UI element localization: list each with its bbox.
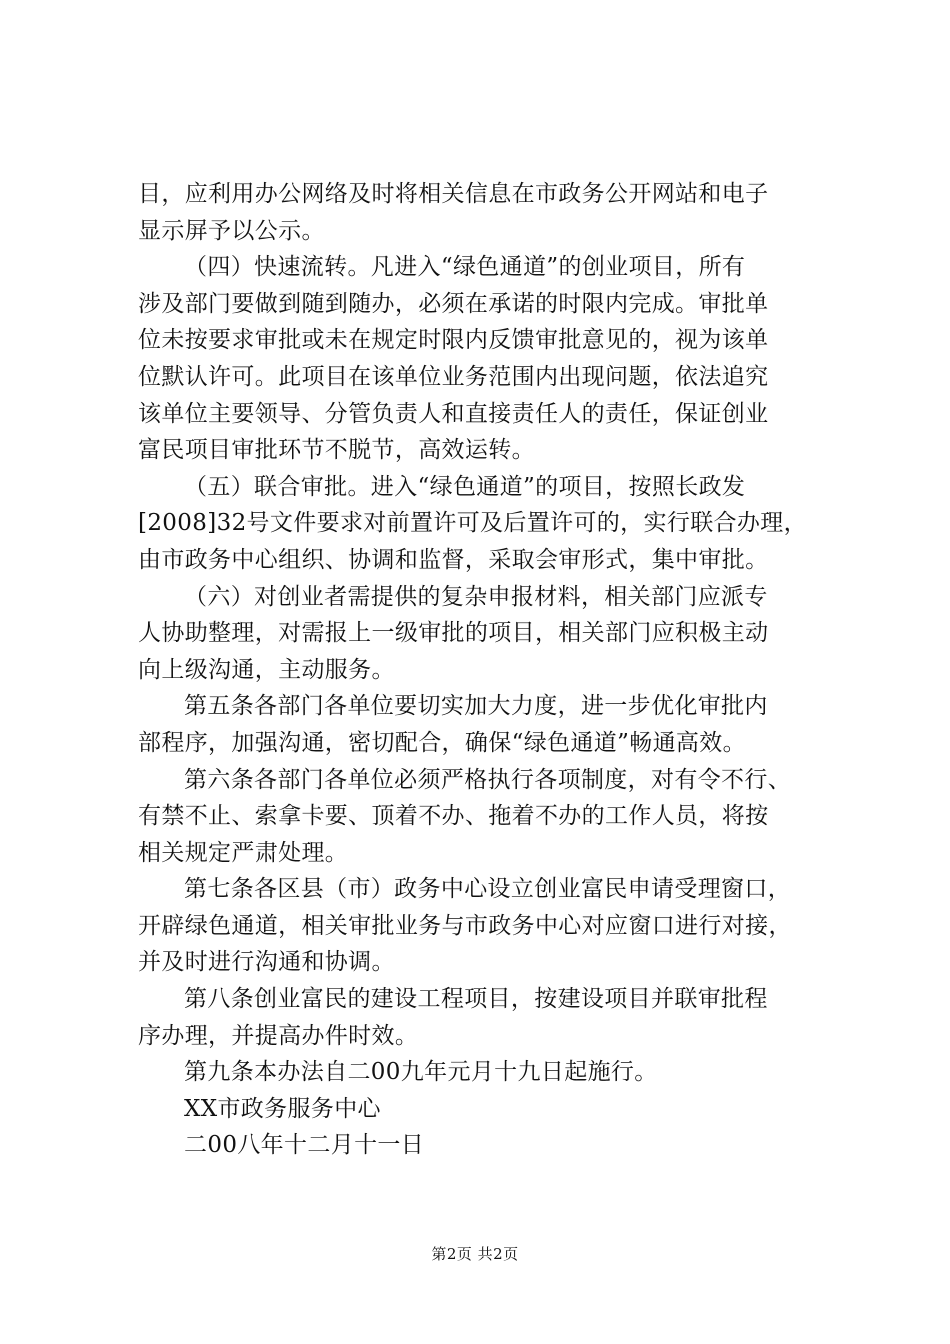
text-line: 有禁不止、索拿卡要、顶着不办、拖着不办的工作人员，将按 (138, 803, 769, 830)
text-line: 显示屏予以公示。 (138, 217, 325, 244)
text-line: （五）联合审批。进入“绿色通道”的项目，按照长政发 (184, 473, 746, 500)
text-line: 位未按要求审批或未在规定时限内反馈审批意见的，视为该单 (138, 327, 769, 354)
text-line: 序办理，并提高办件时效。 (138, 1022, 419, 1049)
text-line: 第五条各部门各单位要切实加大力度，进一步优化审批内 (184, 693, 768, 720)
document-body (138, 176, 838, 1164)
text-line: （四）快速流转。凡进入“绿色通道”的创业项目，所有 (184, 254, 746, 281)
text-line: [2008]32号文件要求对前置许可及后置许可的，实行联合办理， (138, 510, 807, 537)
text-line: 富民项目审批环节不脱节，高效运转。 (138, 437, 535, 464)
text-line: 由市政务中心组织、协调和监督，采取会审形式，集中审批。 (138, 546, 769, 573)
signature-date: 二00八年十二月十一日 (184, 1132, 425, 1159)
text-line: 向上级沟通，主动服务。 (138, 656, 395, 683)
text-line: 位默认许可。此项目在该单位业务范围内出现问题，依法追究 (138, 363, 769, 390)
page-number-footer: 第2页 共2页 (431, 1245, 519, 1263)
text-line: 目，应利用办公网络及时将相关信息在市政务公开网站和电子 (138, 181, 769, 207)
text-line: 第九条本办法自二00九年元月十九日起施行。 (184, 1059, 658, 1086)
text-line: 第八条创业富民的建设工程项目，按建设项目并联审批程 (184, 986, 768, 1013)
text-line: 部程序，加强沟通，密切配合，确保“绿色通道”畅通高效。 (138, 729, 746, 756)
text-line: 开辟绿色通道，相关审批业务与市政务中心对应窗口进行对接， (138, 912, 792, 939)
text-line: 涉及部门要做到随到随办，必须在承诺的时限内完成。审批单 (138, 290, 769, 317)
text-line: 并及时进行沟通和协调。 (138, 949, 395, 976)
text-line: 第六条各部门各单位必须严格执行各项制度，对有令不行、 (184, 766, 792, 793)
signature-org: XX市政务服务中心 (184, 1095, 381, 1122)
text-line: 该单位主要领导、分管负责人和直接责任人的责任，保证创业 (138, 400, 769, 427)
text-line: 第七条各区县（市）政务中心设立创业富民申请受理窗口， (184, 876, 792, 903)
text-line: 人协助整理，对需报上一级审批的项目，相关部门应积极主动 (138, 620, 769, 647)
text-line: （六）对创业者需提供的复杂申报材料，相关部门应派专 (184, 583, 768, 610)
text-line: 相关规定严肃处理。 (138, 839, 349, 866)
